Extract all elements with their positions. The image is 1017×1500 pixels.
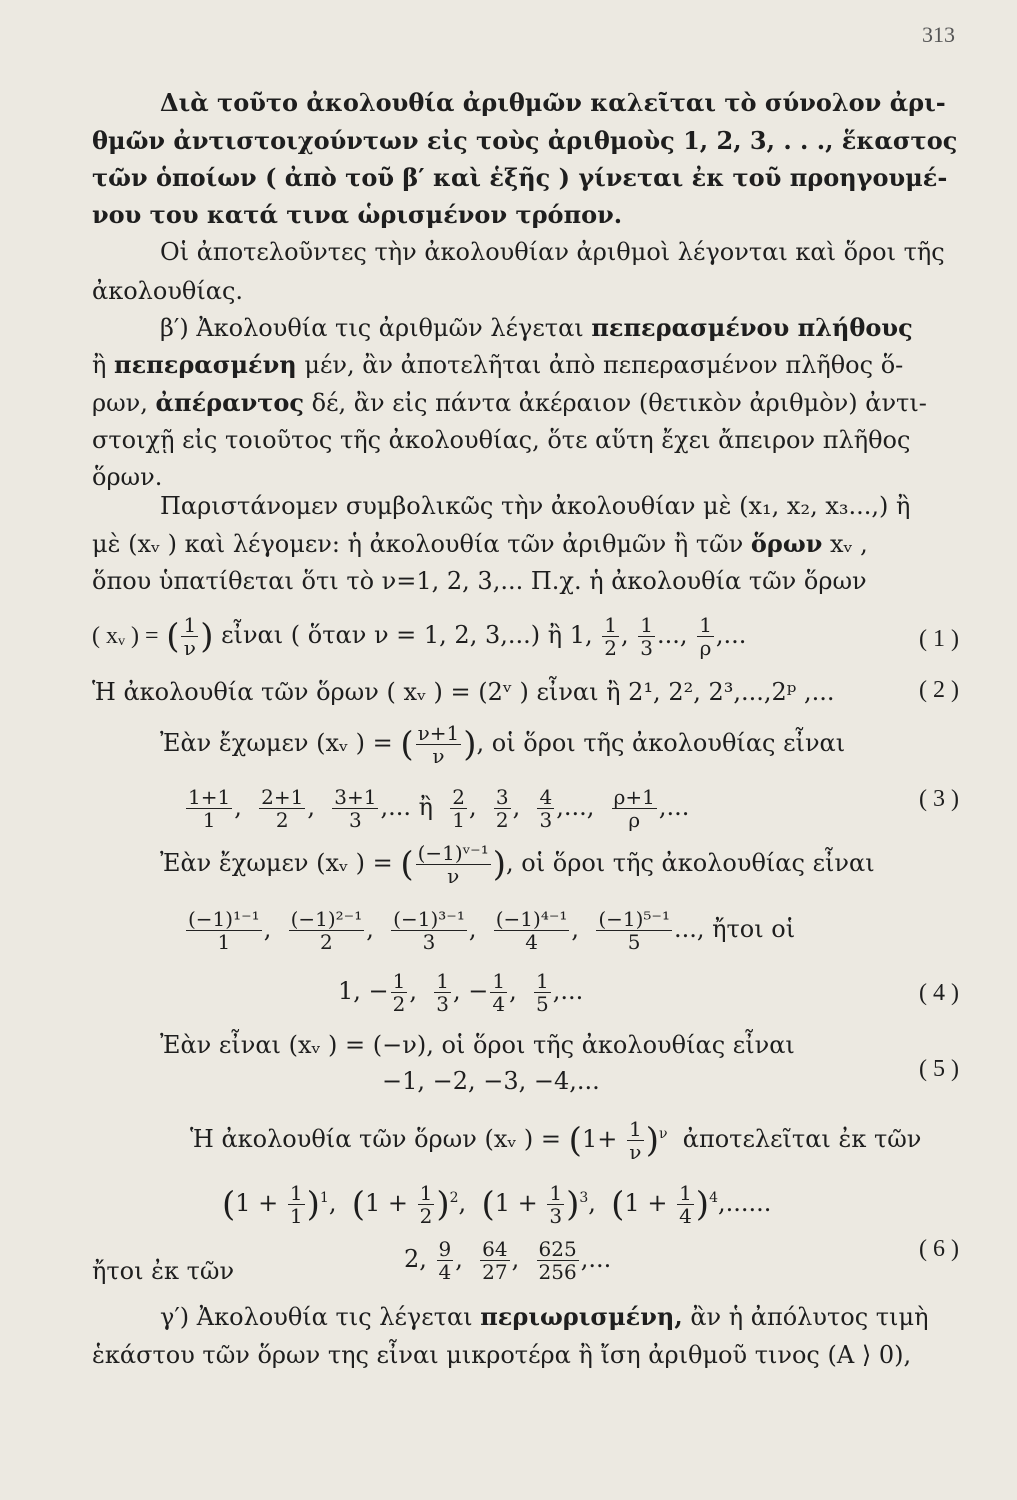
para4-line2: μὲ (xᵥ ) καὶ λέγομεν: ἡ ἀκολουθία τῶν ἀριθμῶν ἢ τῶν ὅρων xᵥ , — [92, 529, 868, 558]
equation-4-number: ( 4 ) — [919, 980, 959, 1006]
para1-line2: θμῶν ἀντιστοιχούντων εἰς τοὺς ἀριθμοὺς 1, 2, 3, . . ., ἕκαστος — [92, 126, 958, 155]
equation-5-intro: Ἐὰν εἶναι (xᵥ ) = (−ν), οἱ ὅροι τῆς ἀκολουθίας εἶναι — [160, 1031, 795, 1059]
equation-2: Ἡ ἀκολουθία τῶν ὅρων ( xᵥ ) = (2ᵛ ) εἶναι ἢ 2¹, 2², 2³,...,2ᵖ ,... — [92, 678, 835, 706]
equation-2-number: ( 2 ) — [919, 677, 959, 703]
equation-1-number: ( 1 ) — [919, 626, 959, 652]
equation-4-intro: Ἐὰν ἔχωμεν (xᵥ ) = ( $\frac{\text{(−1)ᵛ⁻¹}}{\nu}$ ), οἱ ὅροι τῆς ἀκολουθίας εἶναι — [160, 841, 875, 888]
equation-6-intro: Ἡ ἀκολουθία τῶν ὅρων (xᵥ ) = (1+ $\frac{1}{\nu}$ )$^\nu$ ἀποτελεῖται ἐκ τῶν — [190, 1117, 922, 1164]
equation-5-terms: −1, −2, −3, −4,... — [382, 1067, 600, 1095]
para3-line2: ἢ πεπερασμένη μέν, ἂν ἀποτελῆται ἀπὸ πεπερασμένον πλῆθος ὅ- — [92, 350, 904, 379]
equation-5-number: ( 5 ) — [919, 1056, 959, 1082]
para4-line3: ὅπου ὑπατίθεται ὅτι τὸ ν=1, 2, 3,... Π.χ. ἡ ἀκολουθία τῶν ὅρων — [92, 567, 867, 595]
equation-3-number: ( 3 ) — [919, 786, 959, 812]
para3-line1: β′) Ἀκολουθία τις ἀριθμῶν λέγεται πεπερασμένου πλήθους — [160, 313, 913, 342]
para3-line4: στοιχῇ εἰς τοιοῦτος τῆς ἀκολουθίας, ὅτε αὕτη ἔχει ἄπειρον πλῆθος — [92, 426, 911, 454]
para4-line1: Παριστάνομεν συμβολικῶς τὴν ἀκολουθίαν μὲ (x₁, x₂, x₃...,) ἢ — [160, 492, 911, 520]
equation-6-powers: (1 + $\frac{1}{1}$ )$^1$, (1 + $\frac{1}{2}$ )$^2$, (1 + $\frac{1}{3}$ )$^3$, (1 + $\frac{1}{4}$ )$^4$,...... — [222, 1181, 772, 1228]
equation-4-terms: $\frac{\text{(−1)¹⁻¹}}{1}$ , $\frac{\text{(−1)²⁻¹}}{2}$ , $\frac{\text{(−1)³⁻¹}}{3}$ , $\frac{\text{(−1)⁴⁻¹}}{4}$ , $\frac{\text{(−1)⁵⁻¹}}{5}$ ..., ἤτοι οἱ — [188, 907, 796, 954]
para5-line1: γ′) Ἀκολουθία τις λέγεται περιωρισμένη, ἂν ἡ ἀπόλυτος τιμὴ — [160, 1302, 929, 1331]
equation-6-terms: 2, $\frac{9}{4}$ , $\frac{64}{27}$ , $\frac{625}{256}$ ,... — [404, 1237, 612, 1284]
para3-line5: ὅρων. — [92, 463, 163, 491]
equation-3-intro: Ἐὰν ἔχωμεν (xᵥ ) = ( $\frac{\nu+1}{\nu}$ ), οἱ ὅροι τῆς ἀκολουθίας εἶναι — [160, 721, 846, 768]
equation-3-terms: $\frac{1+1}{1}$ , $\frac{2+1}{2}$ , $\frac{3+1}{3}$ ,... ἢ $\frac{2}{1}$ , $\frac{3}{2}$ , $\frac{4}{3}$ ,..., $\frac{\rho+1}{\rho}$ ,... — [188, 785, 690, 832]
equation-1: ( xᵥ ) = ( $\frac{1}{\nu}$ ) εἶναι ( ὅταν ν = 1, 2, 3,...) ἢ 1, $\frac{1}{2}$ , $\frac{1}{3}$ ..., $\frac{1}{\rho}$ ,... — [92, 613, 747, 660]
equation-4-values: 1, − $\frac{1}{2}$ , $\frac{1}{3}$ , − $\frac{1}{4}$ , $\frac{1}{5}$ ,... — [338, 969, 584, 1016]
para1-line1: Διὰ τοῦτο ἀκολουθία ἀριθμῶν καλεῖται τὸ σύνολον ἀρι- — [160, 88, 946, 117]
page-number: 313 — [922, 22, 955, 47]
para2-line2: ἀκολουθίας. — [92, 277, 244, 305]
para3-line3: ρων, ἀπέραντος δέ, ἂν εἰς πάντα ἀκέραιον (θετικὸν ἀριθμὸν) ἀντι- — [92, 388, 927, 417]
equation-6-label: ἤτοι ἐκ τῶν — [92, 1257, 235, 1285]
para1-line3: τῶν ὁποίων ( ἀπὸ τοῦ β′ καὶ ἑξῆς ) γίνεται ἐκ τοῦ προηγουμέ- — [92, 163, 948, 192]
equation-6-number: ( 6 ) — [919, 1236, 959, 1262]
para5-line2: ἑκάστου τῶν ὅρων της εἶναι μικροτέρα ἢ ἴση ἀριθμοῦ τινος (A ⟩ 0), — [92, 1341, 912, 1369]
para1-line4: νου του κατά τινα ὡρισμένον τρόπον. — [92, 200, 623, 229]
para2-line1: Οἱ ἀποτελοῦντες τὴν ἀκολουθίαν ἀριθμοὶ λέγονται καὶ ὅροι τῆς — [160, 238, 945, 266]
